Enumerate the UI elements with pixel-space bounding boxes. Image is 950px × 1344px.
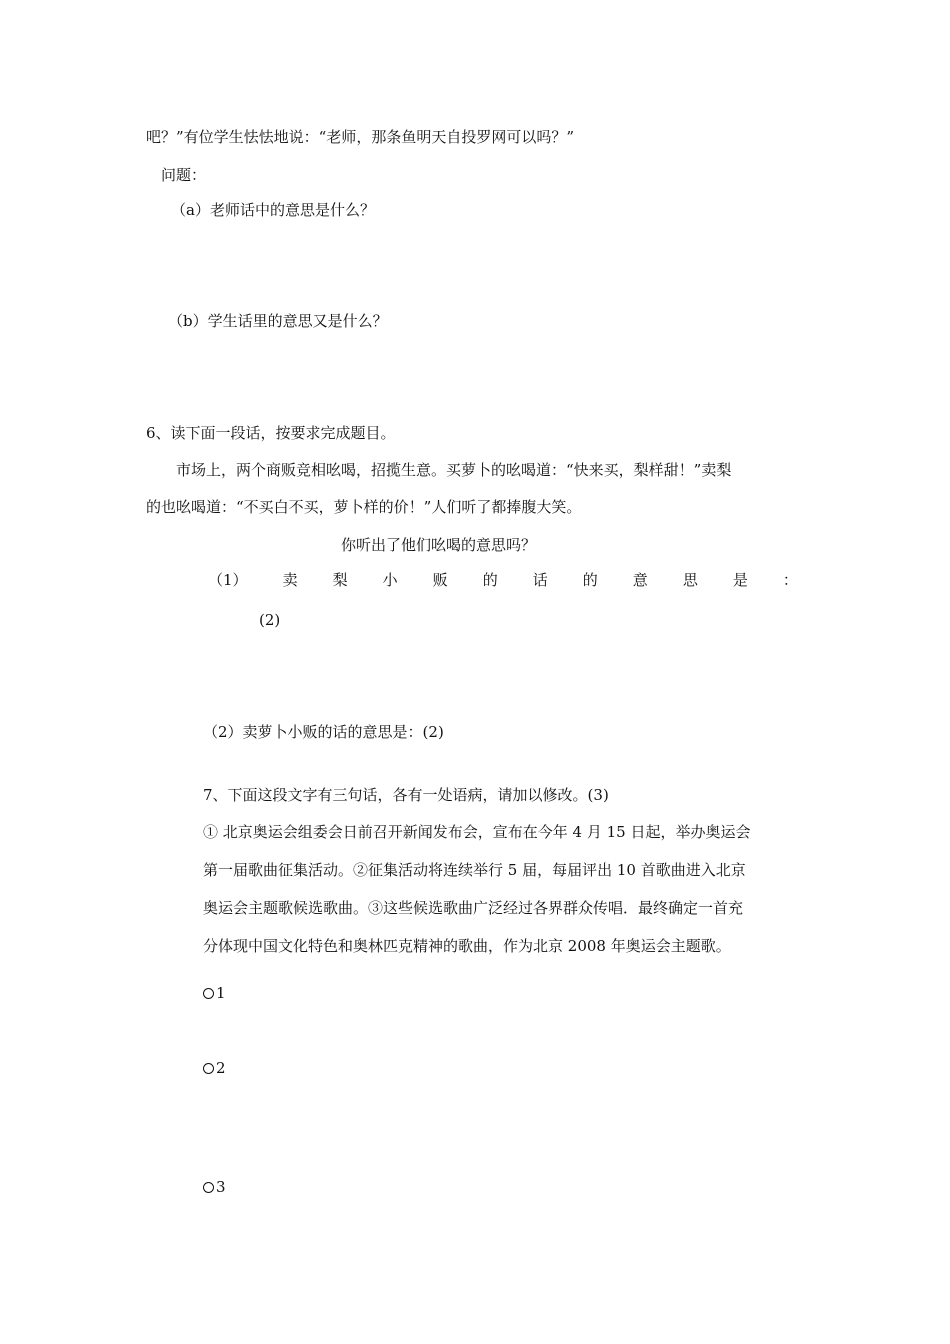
section-7-line-2: 第一届歌曲征集活动。②征集活动将连续举行 5 届，每届评出 10 首歌曲进入北京 — [203, 861, 746, 879]
circle-icon — [203, 1063, 214, 1074]
q1-char: 梨 — [332, 571, 348, 589]
section-7-line-4: 分体现中国文化特色和奥林匹克精神的歌曲，作为北京 2008 年奥运会主题歌。 — [203, 937, 731, 955]
answer-number: 1 — [216, 984, 226, 1002]
section-6-question-2: （2）卖萝卜小贩的话的意思是：(2) — [203, 723, 444, 741]
section-7-line-1: ① 北京奥运会组委会日前召开新闻发布会，宣布在今年 4 月 15 日起，举办奥运会 — [203, 823, 751, 841]
q1-char: 小 — [382, 571, 398, 589]
section-6-title: 6、读下面一段话，按要求完成题目。 — [146, 424, 396, 442]
circle-icon — [203, 988, 214, 999]
answer-slot-2 — [203, 1058, 226, 1078]
q1-char: ： — [782, 571, 798, 589]
circle-icon — [203, 1182, 214, 1193]
question-label: 问题： — [161, 166, 207, 184]
section-6-question-1 — [208, 570, 798, 590]
q1-char: 是 — [732, 571, 748, 589]
q1-char: 思 — [682, 571, 698, 589]
section-6-paragraph-line-2: 的也吆喝道：“不买白不买，萝卜样的价！”人们听了都捧腹大笑。 — [146, 498, 582, 516]
answer-number: 2 — [216, 1059, 226, 1077]
q1-char: 的 — [482, 571, 498, 589]
q1-char: 意 — [632, 571, 648, 589]
q1-char: （1） — [208, 571, 248, 589]
section-6-question-1-score: (2) — [259, 611, 281, 629]
q1-char: 卖 — [282, 571, 298, 589]
question-b: （b）学生话里的意思又是什么？ — [168, 312, 388, 330]
q1-char: 贩 — [432, 571, 448, 589]
section-7-title: 7、下面这段文字有三句话，各有一处语病，请加以修改。(3) — [203, 786, 609, 804]
answer-number: 3 — [216, 1178, 226, 1196]
answer-slot-3 — [203, 1177, 226, 1197]
question-a: （a）老师话中的意思是什么？ — [171, 201, 375, 219]
answer-slot-1 — [203, 983, 226, 1003]
section-6-paragraph-line-1: 市场上，两个商贩竞相吆喝，招揽生意。买萝卜的吆喝道：“快来买，梨样甜！”卖梨 — [176, 461, 732, 479]
section-7-line-3: 奥运会主题歌候选歌曲。③这些候选歌曲广泛经过各界群众传唱．最终确定一首充 — [203, 899, 744, 917]
text-line-continuation: 吧？”有位学生怯怯地说：“老师，那条鱼明天自投罗网可以吗？” — [146, 128, 575, 146]
q1-char: 话 — [532, 571, 548, 589]
q1-char: 的 — [582, 571, 598, 589]
section-6-prompt: 你听出了他们吆喝的意思吗？ — [341, 536, 537, 554]
